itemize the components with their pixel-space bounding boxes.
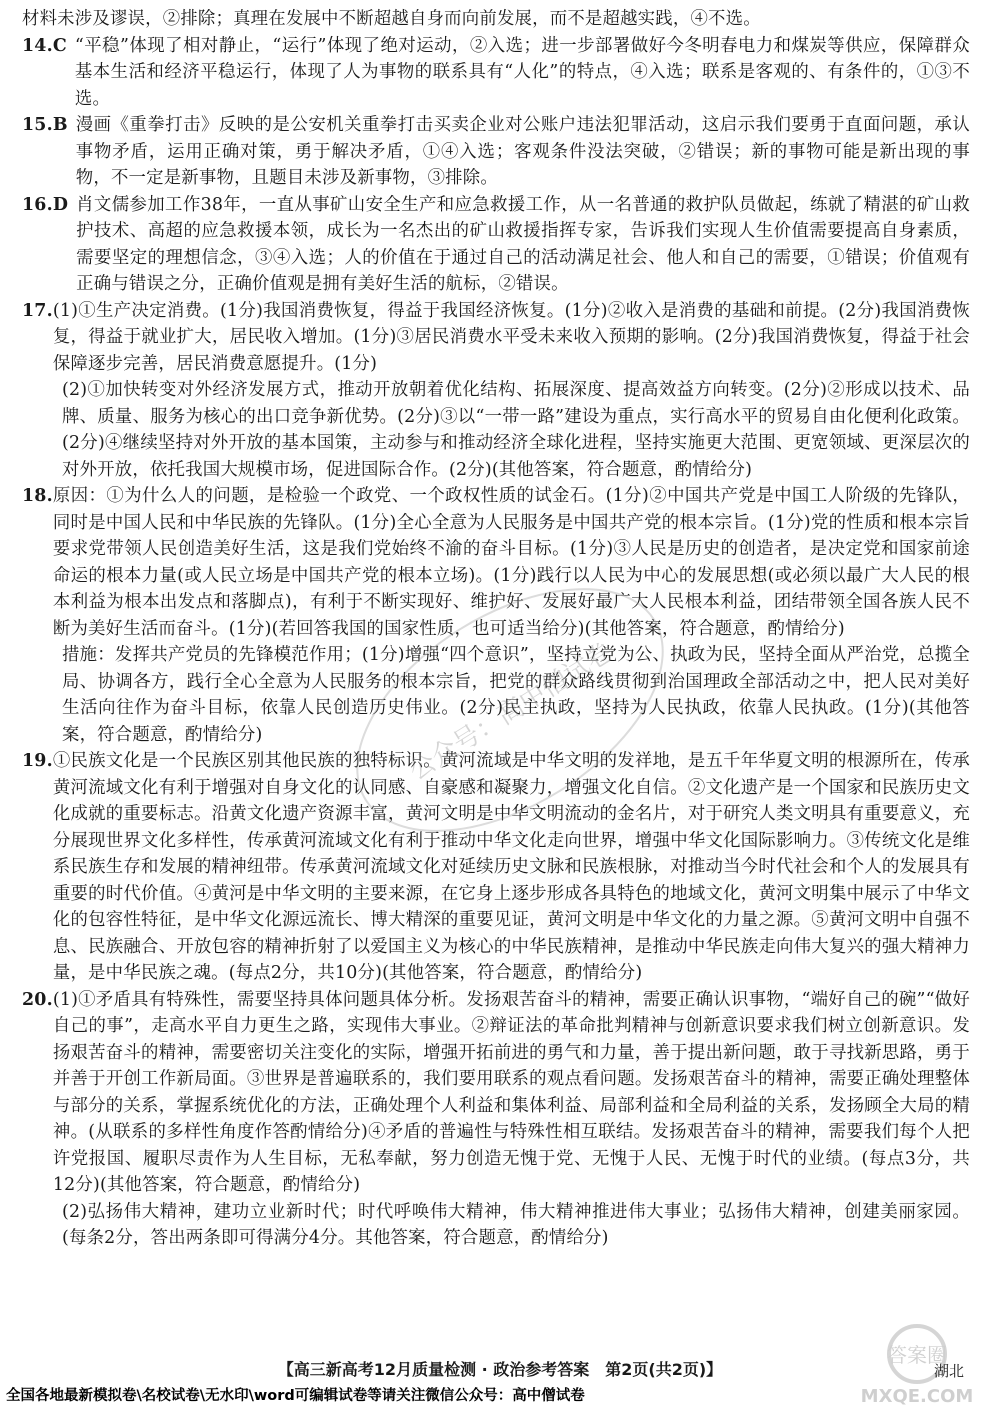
question-20-part-2: (2)弘扬伟大精神，建功立业新时代；时代呼唤伟大精神，伟大精神推进伟大事业；弘扬伟大精神，创建美丽家园。(每条2分，答出两条即可得满分4分。其他答案，符合题意，酌情给分): [62, 1201, 970, 1248]
answer-choice: D: [52, 194, 69, 215]
page-footer-title: 【高三新高考12月质量检测 · 政治参考答案 第2页(共2页)】: [277, 1360, 723, 1379]
corner-logo-url: MXQE.COM: [860, 1386, 974, 1407]
question-number: 19.: [22, 751, 53, 771]
bottom-banner: 全国各地最新模拟卷\名校试卷\无水印\word可编辑试卷等请关注微信公众号：高中僧试卷: [6, 1388, 585, 1404]
intro-paragraph: 材料未涉及谬误，②排除；真理在发展中不断超越自身而向前发展，而不是超越实践，④不选。: [22, 9, 761, 29]
corner-logo-title: 答案圈: [887, 1343, 947, 1367]
reason-text: 原因：①为什么人的问题，是检验一个政党、一个政权性质的试金石。(1分)②中国共产党是中国工人阶级的先锋队，同时是中国人民和中华民族的先锋队。(1分)全心全意为人民服务是中国共产党的根本宗旨。(1分)党的性质和根本宗旨要求党带领人民创造美好生活，这是我们党始终不渝的奋斗目标。(1分)③人民是历史的创造者，是决定党和国家前途命运的根本力量(或人民立场是中国共产党的根本立场)。(1分)践行以人民为中心的发展思想(或必须以最广大人民的根本利益为根本出发点和落脚点)，有利于不断实现好、维护好、发展好最广大人民根本利益，团结带领全国各族人民不断为美好生活而奋斗。(1分)(若回答我国的国家性质，也可适当给分)(其他答案，符合题意，酌情给分): [52, 486, 970, 639]
question-number: 20.: [22, 989, 53, 1010]
answer-choice: C: [52, 35, 67, 56]
part-1-text: (1)①生产决定消费。(1分)我国消费恢复，得益于我国经济恢复。(1分)②收入是消费的基础和前提。(2分)我国消费恢复，得益于就业扩大，居民收入增加。(1分)③居民消费水平受未来收入预期的影响。(2分)我国消费恢复，得益于社会保障逐步完善，居民消费意愿提升。(1分): [52, 300, 970, 374]
explanation-text: 漫画《重拳打击》反映的是公安机关重拳打击买卖企业对公账户违法犯罪活动，这启示我们要勇于直面问题，承认事物矛盾，运用正确对策，勇于解决矛盾，①④入选；客观条件没法突破，②错误；新的事物可能是新出现的事物，不一定是新事物，且题目未涉及新事物，③排除。: [75, 115, 970, 188]
question-number: 17.: [22, 300, 53, 321]
question-18: [22, 483, 970, 642]
watermark-text: 公众号：高中僧试卷: [403, 636, 619, 787]
question-19: [22, 748, 970, 987]
question-16: [22, 192, 970, 298]
question-15: [22, 112, 970, 192]
answer-content: [22, 6, 970, 1252]
region-label: 湖北: [933, 1362, 964, 1380]
question-number: 15.: [22, 115, 53, 135]
question-17-part-2: (2)①加快转变对外经济发展方式，推动开放朝着优化结构、拓展深度、提高效益方向转变。(2分)②形成以技术、品牌、质量、服务为核心的出口竞争新优势。(2分)③以“一带一路”建设为重点，实行高水平的贸易自由化便利化政策。(2分)④继续坚持对外开放的基本国策，主动参与和推动经济全球化进程，坚持实施更大范围、更宽领域、更深层次的对外开放，依托我国大规模市场，促进国际合作。(2分)(其他答案，符合题意，酌情给分): [62, 380, 970, 480]
explanation-text: ①民族文化是一个民族区别其他民族的独特标识。黄河流域是中华文明的发祥地，是五千年华夏文明的根源所在，传承黄河流域文化有利于增强对自身文化的认同感、自豪感和凝聚力，增强文化自信。②文化遗产是一个国家和民族历史文化成就的重要标志。沿黄文化遗产资源丰富，黄河文明是中华文明流动的金名片，对于研究人类文明具有重要意义，充分展现世界文化多样性，传承黄河流域文化有利于推动中华文化走向世界，增强中华文化国际影响力。③传统文化是维系民族生存和发展的精神纽带。传承黄河流域文化对延续历史文脉和民族根脉，对推动当今时代社会和个人的发展具有重要的时代价值。④黄河是中华文明的主要来源，在它身上逐步形成各具特色的地域文化，黄河文明集中展示了中华文化的包容性特征，是中华文化源远流长、博大精深的重要见证，黄河文明是中华文化的力量之源。⑤黄河文明中自强不息、民族融合、开放包容的精神折射了以爱国主义为核心的中华民族精神，是推动中华民族走向伟大复兴的强大精神力量，是中华民族之魂。(每点2分，共10分)(其他答案，符合题意，酌情给分): [52, 751, 970, 983]
explanation-text: 肖文儒参加工作38年，一直从事矿山安全生产和应急救援工作，从一名普通的救护队员做起，练就了精湛的矿山救护技术、高超的应急救援本领，成长为一名杰出的矿山救援指挥专家，告诉我们实现人生价值需要提高自身素质，需要坚定的理想信念，③④入选；人的价值在于通过自己的活动满足社会、他人和自己的需要，①错误；价值观有正确与错误之分，正确价值观是拥有美好生活的航标，②错误。: [76, 194, 970, 294]
question-18-measures: 措施：发挥共产党员的先锋模范作用；(1分)增强“四个意识”，坚持立党为公、执政为民，坚持全面从严治党，总揽全局、协调各方，践行全心全意为人民服务的根本宗旨，把党的群众路线贯彻到治国理政全部活动之中，把人民对美好生活向往作为奋斗目标，依靠人民创造历史伟业。(2分)民主执政，坚持为人民执政，依靠人民执政。(1分)(其他答案，符合题意，酌情给分): [62, 645, 970, 745]
explanation-text: “平稳”体现了相对静止，“运行”体现了绝对运动，②入选；进一步部署做好今冬明春电力和煤炭等供应，保障群众基本生活和经济平稳运行，体现了人为事物的联系具有“人化”的特点，④入选；联系是客观的、有条件的，①③不选。: [74, 35, 970, 109]
question-17: [22, 298, 970, 378]
question-number: 16.: [22, 194, 53, 215]
part-1-text: (1)①矛盾具有特殊性，需要坚持具体问题具体分析。发扬艰苦奋斗的精神，需要正确认识事物，“端好自己的碗”“做好自己的事”，走高水平自力更生之路，实现伟大事业。②辩证法的革命批判精神与创新意识要求我们树立创新意识。发扬艰苦奋斗的精神，需要密切关注变化的实际，增强开拓前进的勇气和力量，善于提出新问题，敢于寻找新思路，勇于并善于开创工作新局面。③世界是普遍联系的，我们要用联系的观点看问题。发扬艰苦奋斗的精神，需要正确处理整体与部分的关系，掌握系统优化的方法，正确处理个人利益和集体利益、局部利益和全局利益的关系，发扬顾全大局的精神。(从联系的多样性角度作答酌情给分)④矛盾的普遍性与特殊性相互联结。发扬艰苦奋斗的精神，需要我们每个人把许党报国、履职尽责作为人生目标，无私奉献，努力创造无愧于党、无愧于人民、无愧于时代的业绩。(每点3分，共12分)(其他答案，符合题意，酌情给分): [52, 989, 970, 1195]
question-20: [22, 987, 970, 1199]
question-number: 14.: [22, 35, 53, 56]
question-14: [22, 33, 970, 113]
question-number: 18.: [22, 486, 53, 506]
answer-choice: B: [52, 115, 68, 135]
